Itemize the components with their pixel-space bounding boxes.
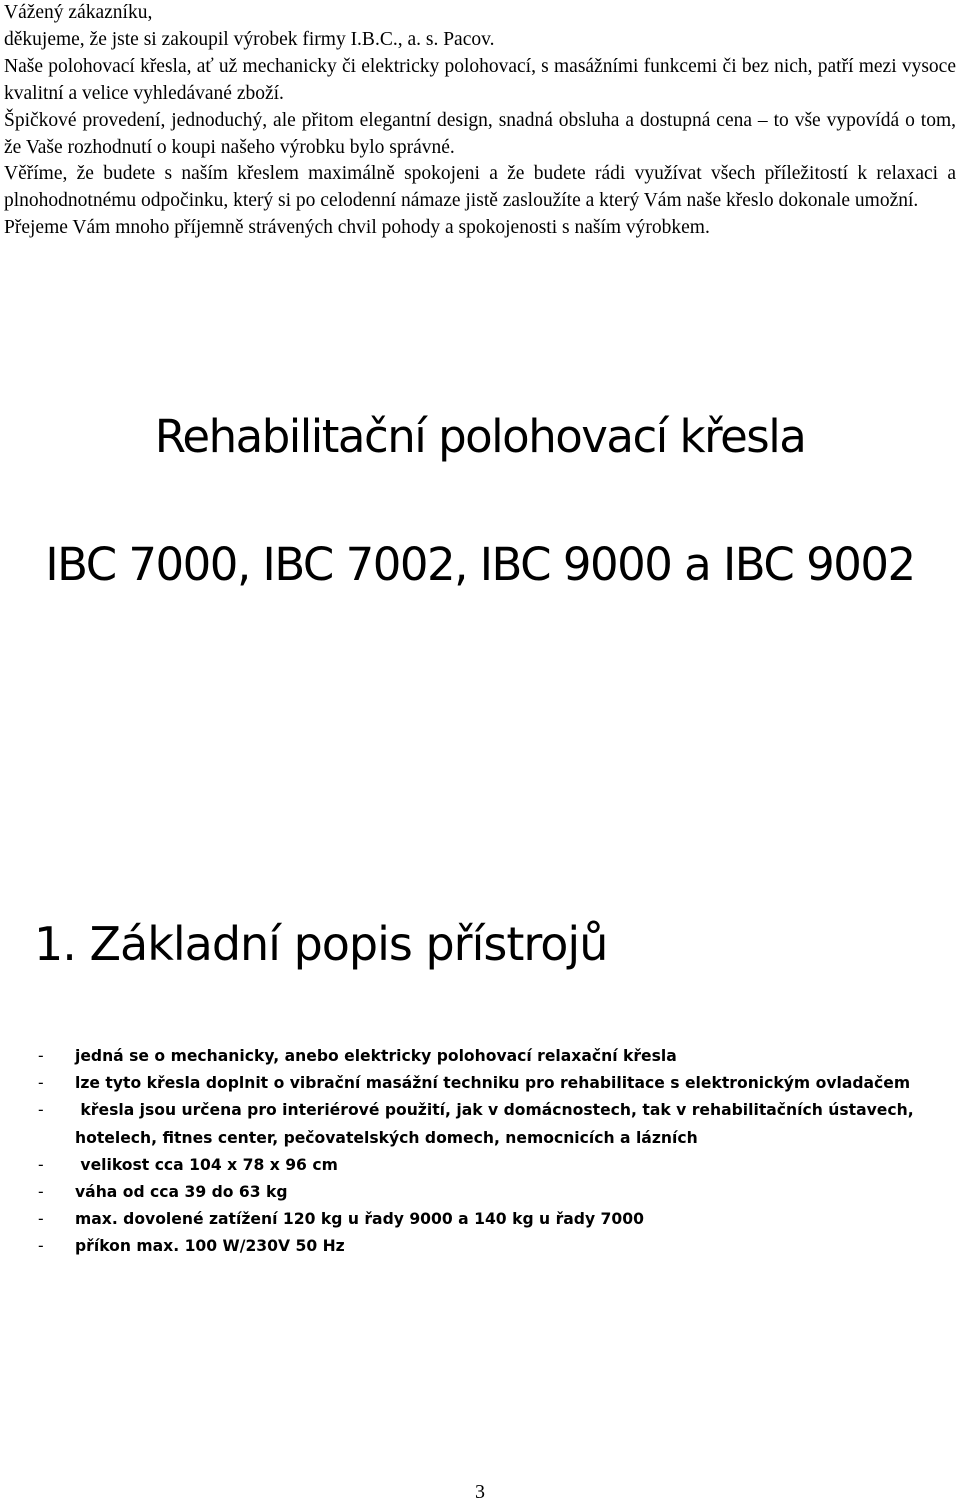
list-item <box>0 1206 960 1233</box>
section-heading: 1. Základní popis přístrojů <box>34 917 608 971</box>
list-item <box>0 1043 960 1070</box>
intro-closing: Přejeme Vám mnoho příjemně strávených chvil pohody a spokojenosti s naším výrobkem. <box>4 217 710 239</box>
list-item-text-continued: hotelech, fitnes center, pečovatelských domech, nemocnicích a lázních <box>75 1128 698 1147</box>
intro-letter <box>4 0 956 242</box>
list-item-text: velikost cca 104 x 78 x 96 cm <box>75 1155 338 1174</box>
intro-paragraph: Špičkové provedení, jednoduchý, ale přitom elegantní design, snadná obsluha a dostupná cena – to vše vypovídá o tom, že Vaše rozhodnutí o koupi našeho výrobku bylo správné. <box>4 109 956 158</box>
list-item <box>0 1097 960 1151</box>
greeting: Vážený zákazníku, <box>4 2 153 23</box>
bullet-dash: - <box>38 1210 44 1229</box>
intro-paragraph: děkujeme, že jste si zakoupil výrobek firmy I.B.C., a. s. Pacov. <box>4 28 495 50</box>
bullet-dash: - <box>38 1237 44 1256</box>
list-item-text: váha od cca 39 do 63 kg <box>75 1183 288 1202</box>
list-item-text: jedná se o mechanicky, anebo elektricky polohovací relaxační křesla <box>75 1047 677 1065</box>
bullet-dash: - <box>38 1183 44 1202</box>
page-number: 3 <box>475 1481 485 1503</box>
intro-paragraph: Věříme, že budete s naším křeslem maximálně spokojeni a že budete rádi využívat všech příležitostí k relaxaci a plnohodnotnému odpočinku, který si po celodenní námaze jistě zasloužíte a který Vám naše křeslo dokonale umožní. <box>4 163 956 212</box>
list-item-text: příkon max. 100 W/230V 50 Hz <box>75 1237 345 1256</box>
model-list: IBC 7000, IBC 7002, IBC 9000 a IBC 9002 <box>45 538 915 591</box>
list-item-text: křesla jsou určena pro interiérové použití, jak v domácnostech, tak v rehabilitačních ústavech, <box>75 1101 914 1120</box>
bullet-dash: - <box>38 1155 44 1174</box>
list-item-text: max. dovolené zatížení 120 kg u řady 9000 a 140 kg u řady 7000 <box>75 1210 644 1229</box>
document-title: Rehabilitační polohovací křesla <box>154 410 806 463</box>
bullet-dash: - <box>38 1074 44 1093</box>
list-item <box>0 1070 960 1097</box>
bullet-dash: - <box>38 1047 44 1065</box>
bullet-dash: - <box>38 1101 44 1120</box>
list-item-text: lze tyto křesla doplnit o vibrační masážní techniku pro rehabilitace s elektronickým ovladačem <box>75 1074 911 1093</box>
spec-list <box>0 1043 960 1261</box>
list-item <box>0 1152 960 1179</box>
intro-paragraph: Naše polohovací křesla, ať už mechanicky či elektricky polohovací, s masážními funkcemi či bez nich, patří mezi vysoce kvalitní a velice vyhledávané zboží. <box>4 55 956 104</box>
list-item <box>0 1233 960 1260</box>
list-item <box>0 1179 960 1206</box>
